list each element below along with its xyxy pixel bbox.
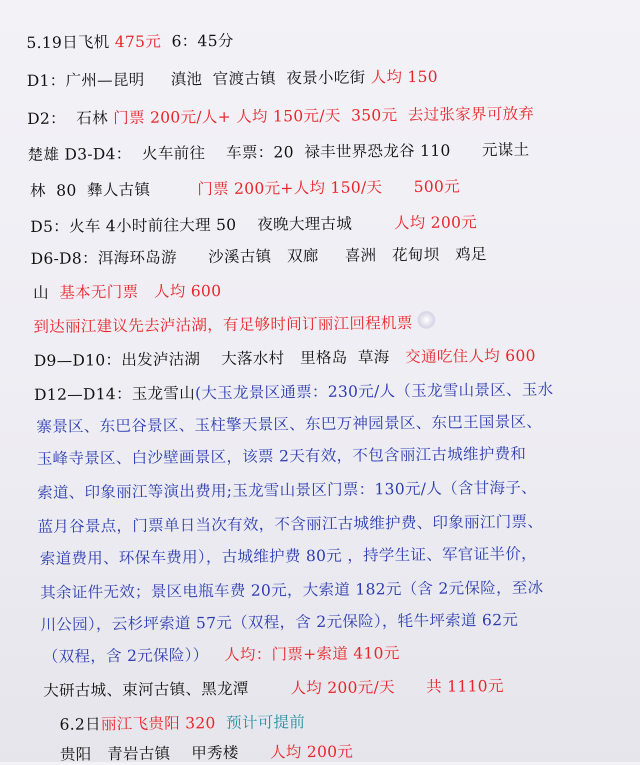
d2-sight: D2： 石林 bbox=[27, 109, 109, 129]
line-flight-date bbox=[26, 31, 233, 53]
ticket-text-1: 寨景区、东巴谷景区、玉柱擎天景区、东巴万神园景区、东巴王国景区、 bbox=[36, 412, 543, 436]
ticket-text-8: （双程，含 2元保险）） bbox=[42, 646, 209, 666]
june-2-note: 预计可提前 bbox=[215, 713, 306, 733]
line-d6-d8 bbox=[31, 244, 487, 269]
lijiang-advice-text: 到达丽江建议先去泸沽湖，有足够时间订丽江回程机票 bbox=[33, 314, 413, 336]
d9-d10-cost: 交通吃住人均 600 bbox=[389, 346, 536, 367]
line-ticket-5 bbox=[40, 544, 537, 569]
d9-d10-text: D9—D10：出发泸沽湖 大落水村 里格岛 草海 bbox=[33, 348, 390, 370]
d5-text: D5：火车 4小时前往大理 50 夜晚大理古城 bbox=[30, 214, 353, 237]
line-ticket-8 bbox=[43, 643, 400, 667]
d12-d14-title: D12—D14：玉龙雪山 bbox=[34, 384, 196, 404]
screen-glare-spot bbox=[417, 311, 435, 329]
flight-price: 475元 bbox=[109, 32, 162, 52]
line-d2 bbox=[27, 104, 534, 129]
line-d5 bbox=[30, 212, 477, 237]
d6-d8-text: D6-D8：洱海环岛游 沙溪古镇 双廊 喜洲 花甸坝 鸡足 bbox=[30, 245, 487, 269]
ticket-text-2: 玉峰寺景区、白沙壁画景区，该票 2天有效，不包含丽江古城维护费和 bbox=[36, 444, 527, 468]
d12-d14-ticket: (大玉龙景区通票：230元/人（玉龙雪山景区、玉水 bbox=[194, 380, 554, 403]
line-d12-d14 bbox=[34, 380, 553, 405]
d6-d8-cont-text: 山 bbox=[32, 283, 49, 302]
ticket-text-6: 其余证件无效；景区电瓶车费 20元，大索道 182元（含 2元保险，至冰 bbox=[40, 578, 544, 602]
d3-d4-cost: 门票 200元+人均 150/天 500元 bbox=[150, 177, 461, 199]
line-ticket-1 bbox=[36, 412, 542, 437]
ticket-text-4: 蓝月谷景点，门票单日当次有效，不含丽江古城维护费、印象丽江门票、 bbox=[37, 512, 544, 536]
ticket-text-3: 索道、印象丽江等演出费用;玉龙雪山景区门票：130元/人（含甘海子、 bbox=[37, 478, 537, 502]
line-ticket-2 bbox=[37, 444, 527, 469]
d1-sights: 滇池 官渡古镇 夜景小吃街 bbox=[144, 68, 366, 89]
d3-d4-text: 楚雄 D3-D4： 火车前往 车票：20 禄丰世界恐龙谷 110 元谋土 bbox=[27, 140, 530, 165]
d1-route: D1：广州—昆明 bbox=[26, 70, 145, 91]
line-ticket-3 bbox=[37, 478, 537, 503]
line-old-towns bbox=[43, 676, 504, 701]
line-june-2 bbox=[59, 712, 305, 735]
line-lijiang-advice bbox=[33, 313, 412, 337]
d3-d4-cont-text: 林 80 彝人古镇 bbox=[29, 180, 151, 201]
line-d3-d4 bbox=[28, 140, 530, 165]
guiyang-text: 贵阳 青岩古镇 甲秀楼 bbox=[59, 743, 239, 764]
line-ticket-6 bbox=[40, 578, 543, 603]
d5-cost: 人均 200元 bbox=[352, 213, 478, 233]
line-ticket-4 bbox=[37, 512, 543, 537]
flight-time: 6：45分 bbox=[160, 31, 234, 51]
june-2-date: 6.2日 bbox=[59, 715, 102, 734]
line-d6-d8-cont bbox=[33, 281, 221, 303]
flight-date-text: 5.19日飞机 bbox=[26, 33, 110, 53]
line-guiyang bbox=[60, 742, 353, 765]
old-towns-cost: 人均 200元/天 共 1110元 bbox=[248, 677, 504, 698]
ticket-text-5: 索道费用、环保车费用） bbox=[39, 548, 206, 568]
line-ticket-7 bbox=[40, 610, 518, 635]
june-2-flight: 丽江飞贵阳 320 bbox=[100, 714, 216, 734]
line-d1 bbox=[27, 67, 438, 91]
ticket-text-5b: ，古城维护费 80元 ，持学生证、军官证半价， bbox=[205, 544, 537, 567]
d12-d14-cost: 人均：门票+索道 410元 bbox=[208, 644, 400, 665]
d6-d8-cost: 基本无门票 人均 600 bbox=[48, 282, 222, 302]
guiyang-cost: 人均 200元 bbox=[238, 742, 354, 762]
d1-cost: 人均 150 bbox=[365, 67, 439, 87]
line-d9-d10 bbox=[34, 346, 536, 371]
line-d3-d4-cont bbox=[30, 177, 460, 202]
d2-cost: 门票 200元/人+ 人均 150元/天 350元 去过张家界可放弃 bbox=[107, 104, 535, 128]
old-towns-text: 大研古城、束河古镇、黑龙潭 bbox=[43, 679, 249, 700]
ticket-text-7: 川公园），云杉坪索道 57元（双程，含 2元保险），牦牛坪索道 62元 bbox=[40, 610, 519, 634]
